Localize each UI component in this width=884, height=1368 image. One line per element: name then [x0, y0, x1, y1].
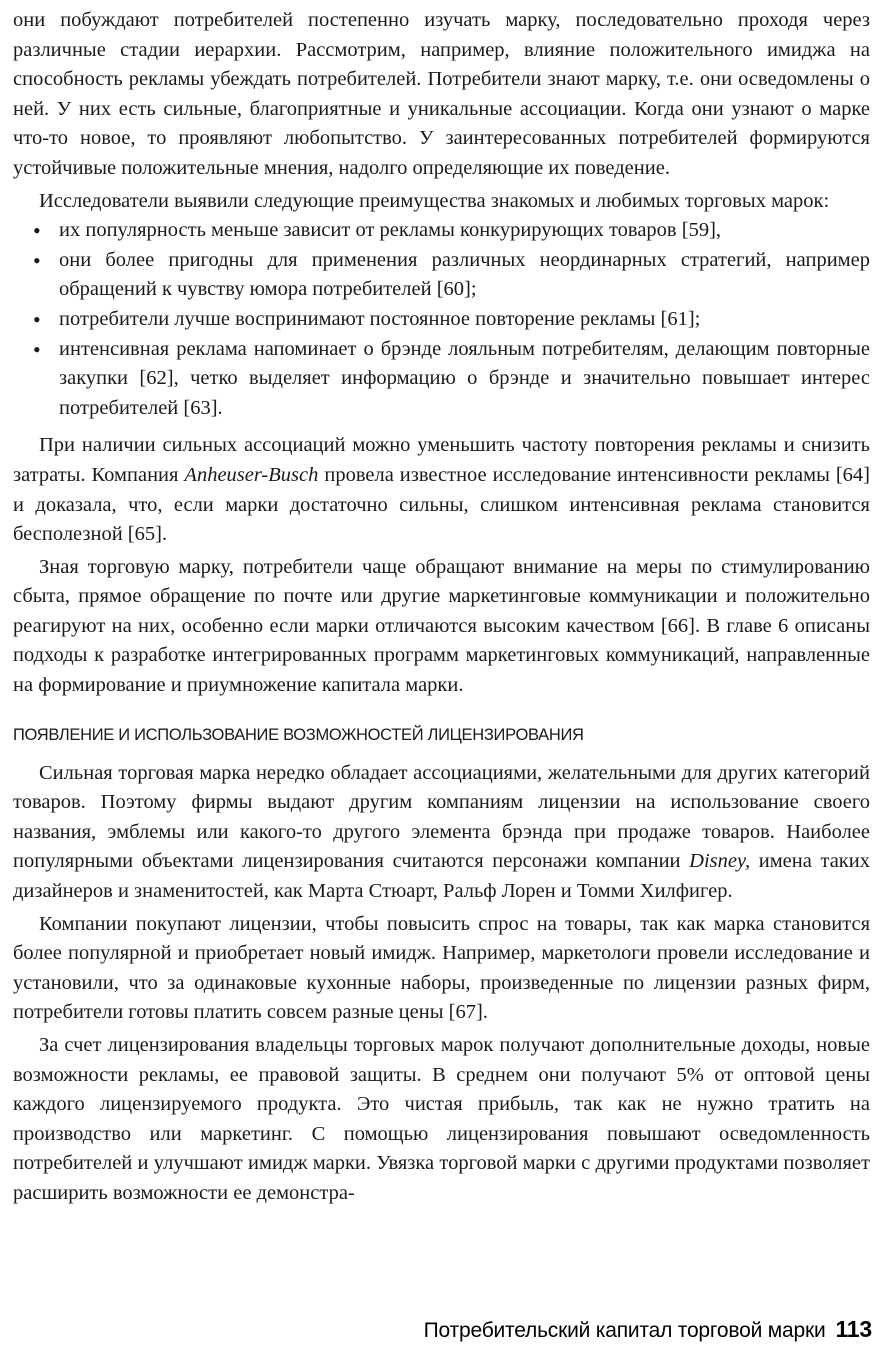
running-title: Потребительский капитал торговой марки: [423, 1319, 826, 1342]
bullet-icon: •: [33, 218, 41, 244]
paragraph-promotion: Зная торговую марку, потребители чаще обращают внимание на меры по стимулированию сбыта, прямое обращение по почте или другие маркетинговые коммуникации и положительно реагируют на них, особенно если марки отличаются высоким качеством [66]. В главе 6 описаны подходы к разработке интегрированных программ маркетинговых коммуникаций, направленные на формирование и приумножение капитала марки.: [13, 555, 870, 697]
list-item: [13, 305, 870, 335]
paragraph-licensing-revenue: За счет лицензирования владельцы торговых марок получают дополнительные доходы, новые возможности рекламы, ее правовой защиты. В среднем они получают 5% от оптовой цены каждого лицензируемого продукта. Это чистая прибыль, так как не нужно тратить на производство или маркетинг. С помощью лицензирования повышают осведомленность потребителей и улучшают имидж марки. Увязка торговой марки с другими продуктами позволяет расширить возможности ее демонстра-: [13, 1034, 870, 1204]
advantages-list: [13, 216, 870, 423]
bullet-icon: •: [33, 336, 41, 362]
list-item: [13, 216, 870, 246]
page-footer: [424, 1316, 872, 1343]
list-item-text: их популярность меньше зависит от рекламы конкурирующих товаров [59],: [59, 219, 722, 242]
bullet-icon: •: [33, 306, 41, 332]
list-item: [13, 246, 870, 305]
section-heading: ПОЯВЛЕНИЕ И ИСПОЛЬЗОВАНИЕ ВОЗМОЖНОСТЕЙ ЛИЦЕНЗИРОВАНИЯ: [13, 725, 584, 744]
company-name: Anheuser-Busch: [184, 463, 319, 486]
list-item: [13, 335, 870, 424]
paragraph-licensing-demand: Компании покупают лицензии, чтобы повысить спрос на товары, так как марка становится более популярной и приобретает новый имидж. Например, маркетологи провели исследование и установили, что за одинаковые кухонные наборы, произведенные по лицензии разных фирм, потребители готовы платить совсем разные цены [67].: [13, 912, 870, 1024]
paragraph-licensing-intro: Сильная торговая марка нередко обладает ассоциациями, желательными для других категорий товаров. Поэтому фирмы выдают другим компаниям лицензии на использование своего названия, эмблемы или какого-то другого элемента брэнда при продаже товаров. Наиболее популярными объектами лицензирования считаются персонажи компании Disney, имена таких дизайнеров и знаменитостей, как Марта Стюарт, Ральф Лорен и Томми Хилфигер.: [13, 761, 870, 903]
list-item-text: потребители лучше воспринимают постоянное повторение рекламы [61];: [59, 307, 701, 330]
list-item-text: интенсивная реклама напоминает о брэнде лояльным потребителям, делающим повторные закупки [62], четко выделяет информацию о брэнде и значительно повышает интерес потребителей [63].: [59, 337, 870, 419]
list-item-text: они более пригодны для применения различных неординарных стратегий, например обращений к чувству юмора потребителей [60];: [59, 248, 870, 301]
paragraph-hierarchy: они побуждают потребителей постепенно изучать марку, последовательно проходя через различные стадии иерархии. Рассмотрим, например, влияние положительного имиджа на способность рекламы убеждать потребителей. Потребители знают марку, т.е. они осведомлены о ней. У них есть сильные, благоприятные и уникальные ассоциации. Когда они узнают о марке что-то новое, то проявляют любопытство. У заинтересованных потребителей формируются устойчивые положительные мнения, надолго определяющие их поведение.: [13, 9, 870, 179]
bullet-icon: •: [33, 247, 41, 273]
company-name: Disney,: [689, 850, 751, 873]
paragraph-advantages-intro: Исследователи выявили следующие преимущества знакомых и любимых торговых марок:: [39, 189, 830, 212]
paragraph-associations: При наличии сильных ассоциаций можно уменьшить частоту повторения рекламы и снизить затраты. Компания Anheuser-Busch провела известное исследование интенсивности рекламы [64] и доказала, что, если марки достаточно сильны, слишком интенсивная реклама становится бесполезной [65].: [13, 434, 870, 546]
page-number: 113: [835, 1316, 872, 1342]
